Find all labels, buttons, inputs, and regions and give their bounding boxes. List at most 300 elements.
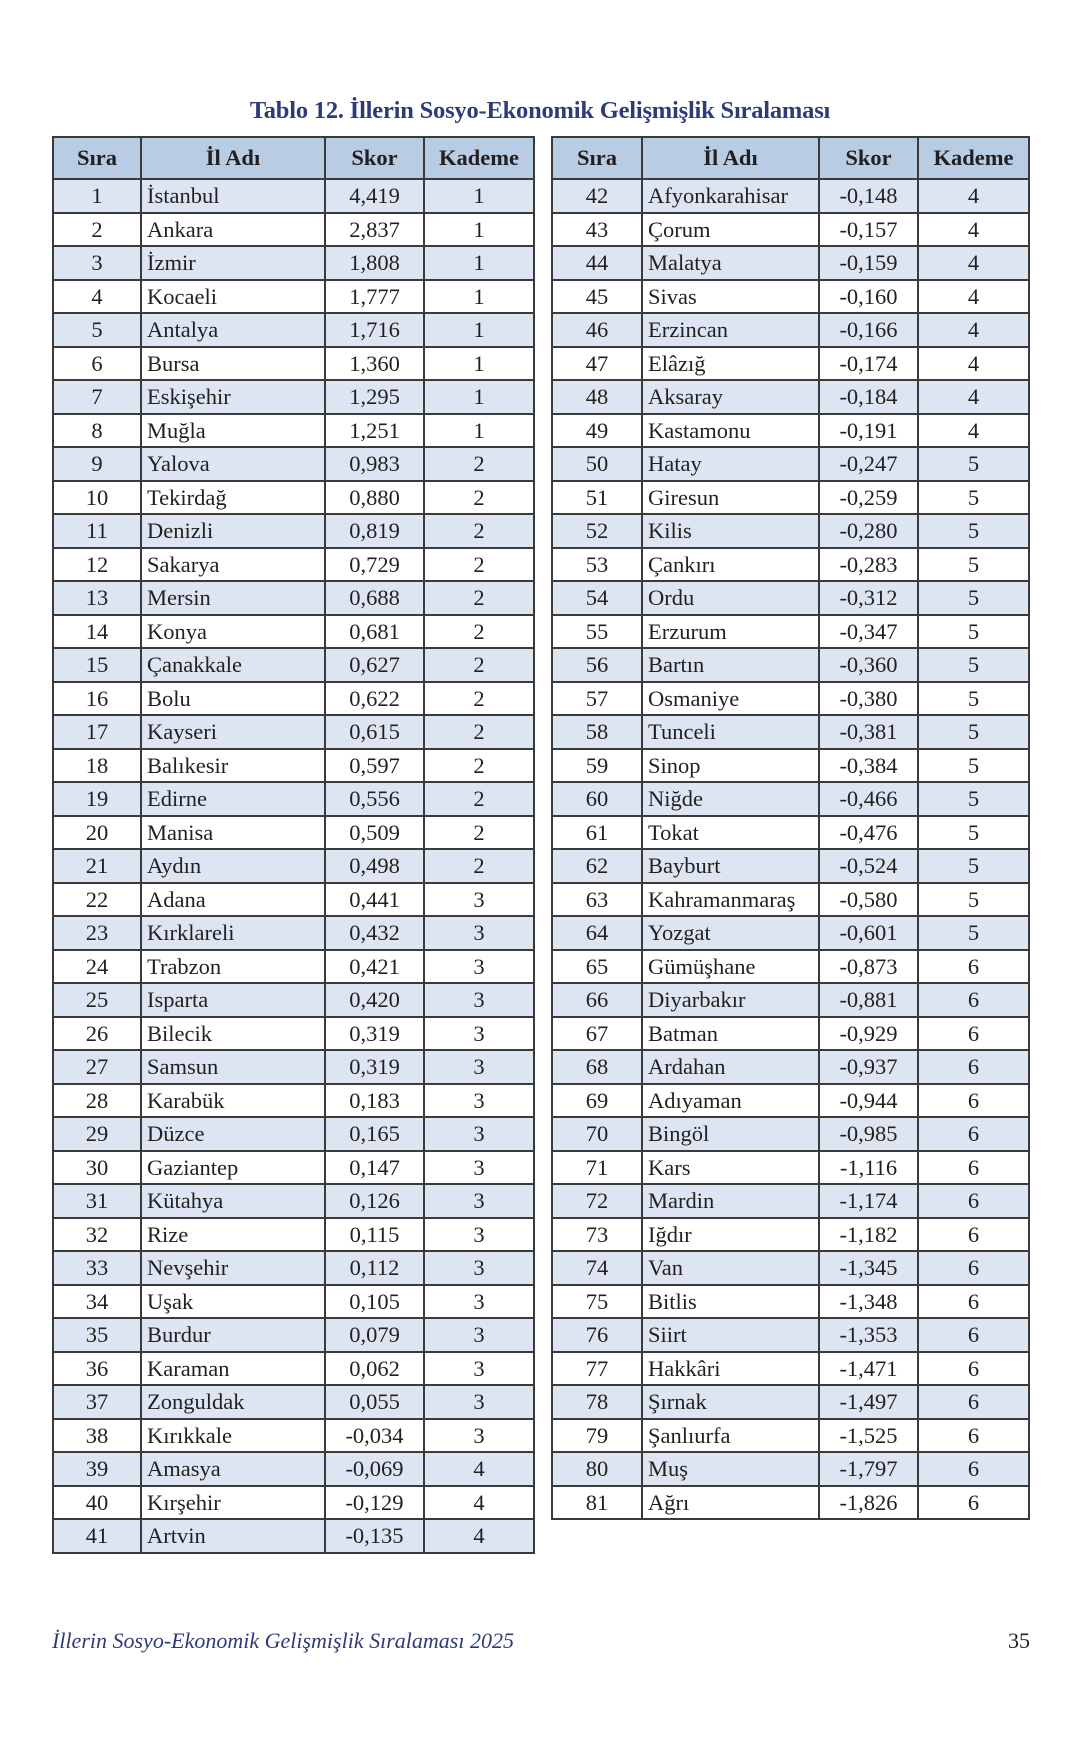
cell-kademe: 3 bbox=[424, 1084, 534, 1118]
cell-skor: -1,174 bbox=[819, 1184, 918, 1218]
table-row bbox=[53, 548, 534, 582]
cell-il-adi: Bitlis bbox=[642, 1285, 819, 1319]
cell-skor: 0,147 bbox=[325, 1151, 424, 1185]
cell-skor: 0,420 bbox=[325, 983, 424, 1017]
table-row bbox=[53, 983, 534, 1017]
cell-kademe: 5 bbox=[918, 916, 1029, 950]
cell-skor: 0,556 bbox=[325, 782, 424, 816]
table-row bbox=[552, 1385, 1029, 1419]
cell-skor: -0,191 bbox=[819, 414, 918, 448]
cell-sira: 14 bbox=[53, 615, 141, 649]
cell-sira: 70 bbox=[552, 1117, 642, 1151]
cell-sira: 31 bbox=[53, 1184, 141, 1218]
cell-kademe: 4 bbox=[424, 1519, 534, 1553]
cell-il-adi: Trabzon bbox=[141, 950, 325, 984]
cell-sira: 62 bbox=[552, 849, 642, 883]
cell-il-adi: Aksaray bbox=[642, 380, 819, 414]
cell-kademe: 5 bbox=[918, 514, 1029, 548]
table-row bbox=[552, 983, 1029, 1017]
table-row bbox=[552, 1184, 1029, 1218]
cell-kademe: 1 bbox=[424, 213, 534, 247]
cell-sira: 66 bbox=[552, 983, 642, 1017]
cell-sira: 36 bbox=[53, 1352, 141, 1386]
cell-sira: 39 bbox=[53, 1452, 141, 1486]
cell-kademe: 2 bbox=[424, 447, 534, 481]
cell-il-adi: Diyarbakır bbox=[642, 983, 819, 1017]
table-row bbox=[552, 849, 1029, 883]
cell-kademe: 1 bbox=[424, 280, 534, 314]
cell-skor: -0,476 bbox=[819, 816, 918, 850]
cell-il-adi: Hatay bbox=[642, 447, 819, 481]
cell-skor: 0,183 bbox=[325, 1084, 424, 1118]
cell-il-adi: Sivas bbox=[642, 280, 819, 314]
table-row bbox=[552, 380, 1029, 414]
cell-kademe: 6 bbox=[918, 1050, 1029, 1084]
cell-sira: 79 bbox=[552, 1419, 642, 1453]
cell-il-adi: Yalova bbox=[141, 447, 325, 481]
table-row bbox=[552, 447, 1029, 481]
cell-sira: 76 bbox=[552, 1318, 642, 1352]
table-row bbox=[53, 816, 534, 850]
cell-il-adi: Bilecik bbox=[141, 1017, 325, 1051]
cell-sira: 20 bbox=[53, 816, 141, 850]
cell-il-adi: Yozgat bbox=[642, 916, 819, 950]
column-header-kademe: Kademe bbox=[424, 137, 534, 179]
table-row bbox=[53, 849, 534, 883]
cell-skor: -0,312 bbox=[819, 581, 918, 615]
cell-skor: 0,509 bbox=[325, 816, 424, 850]
table-row bbox=[53, 1285, 534, 1319]
cell-skor: -0,069 bbox=[325, 1452, 424, 1486]
table-row bbox=[53, 950, 534, 984]
cell-kademe: 6 bbox=[918, 1251, 1029, 1285]
cell-sira: 48 bbox=[552, 380, 642, 414]
cell-sira: 12 bbox=[53, 548, 141, 582]
table-row bbox=[53, 648, 534, 682]
cell-skor: 0,319 bbox=[325, 1050, 424, 1084]
cell-sira: 16 bbox=[53, 682, 141, 716]
cell-sira: 65 bbox=[552, 950, 642, 984]
cell-skor: -0,259 bbox=[819, 481, 918, 515]
cell-skor: -0,937 bbox=[819, 1050, 918, 1084]
cell-kademe: 6 bbox=[918, 1218, 1029, 1252]
cell-il-adi: Elâzığ bbox=[642, 347, 819, 381]
cell-il-adi: Kastamonu bbox=[642, 414, 819, 448]
cell-kademe: 3 bbox=[424, 1318, 534, 1352]
cell-kademe: 5 bbox=[918, 682, 1029, 716]
cell-sira: 32 bbox=[53, 1218, 141, 1252]
cell-skor: 0,597 bbox=[325, 749, 424, 783]
cell-kademe: 3 bbox=[424, 1117, 534, 1151]
cell-il-adi: Hakkâri bbox=[642, 1352, 819, 1386]
cell-sira: 24 bbox=[53, 950, 141, 984]
cell-skor: -0,601 bbox=[819, 916, 918, 950]
cell-il-adi: Bingöl bbox=[642, 1117, 819, 1151]
cell-skor: 0,062 bbox=[325, 1352, 424, 1386]
table-row bbox=[53, 447, 534, 481]
cell-il-adi: Çanakkale bbox=[141, 648, 325, 682]
table-row bbox=[53, 280, 534, 314]
table-row bbox=[552, 213, 1029, 247]
cell-sira: 25 bbox=[53, 983, 141, 1017]
cell-sira: 23 bbox=[53, 916, 141, 950]
cell-il-adi: Eskişehir bbox=[141, 380, 325, 414]
table-row bbox=[552, 514, 1029, 548]
cell-sira: 4 bbox=[53, 280, 141, 314]
table-row bbox=[53, 1318, 534, 1352]
cell-il-adi: Amasya bbox=[141, 1452, 325, 1486]
table-row bbox=[53, 1151, 534, 1185]
table-row bbox=[53, 682, 534, 716]
cell-kademe: 5 bbox=[918, 883, 1029, 917]
cell-kademe: 3 bbox=[424, 1184, 534, 1218]
cell-skor: 0,819 bbox=[325, 514, 424, 548]
cell-kademe: 6 bbox=[918, 1184, 1029, 1218]
cell-sira: 43 bbox=[552, 213, 642, 247]
table-row bbox=[552, 1452, 1029, 1486]
cell-kademe: 5 bbox=[918, 782, 1029, 816]
cell-kademe: 6 bbox=[918, 950, 1029, 984]
ranking-table-left bbox=[52, 136, 535, 1554]
cell-sira: 55 bbox=[552, 615, 642, 649]
cell-skor: 1,716 bbox=[325, 313, 424, 347]
cell-il-adi: Adana bbox=[141, 883, 325, 917]
cell-sira: 2 bbox=[53, 213, 141, 247]
cell-skor: -0,174 bbox=[819, 347, 918, 381]
cell-sira: 80 bbox=[552, 1452, 642, 1486]
cell-skor: -1,348 bbox=[819, 1285, 918, 1319]
cell-kademe: 4 bbox=[918, 213, 1029, 247]
cell-sira: 6 bbox=[53, 347, 141, 381]
cell-skor: 1,808 bbox=[325, 246, 424, 280]
cell-il-adi: Nevşehir bbox=[141, 1251, 325, 1285]
cell-skor: -1,182 bbox=[819, 1218, 918, 1252]
cell-il-adi: Uşak bbox=[141, 1285, 325, 1319]
cell-kademe: 6 bbox=[918, 1452, 1029, 1486]
cell-skor: -1,471 bbox=[819, 1352, 918, 1386]
cell-kademe: 1 bbox=[424, 347, 534, 381]
cell-sira: 73 bbox=[552, 1218, 642, 1252]
cell-il-adi: Kocaeli bbox=[141, 280, 325, 314]
cell-kademe: 5 bbox=[918, 849, 1029, 883]
table-row bbox=[53, 615, 534, 649]
cell-il-adi: Artvin bbox=[141, 1519, 325, 1553]
table-row bbox=[53, 1419, 534, 1453]
column-header-il-adi: İl Adı bbox=[642, 137, 819, 179]
table-row bbox=[53, 514, 534, 548]
table-row bbox=[552, 715, 1029, 749]
cell-il-adi: Iğdır bbox=[642, 1218, 819, 1252]
cell-kademe: 6 bbox=[918, 1352, 1029, 1386]
cell-il-adi: Burdur bbox=[141, 1318, 325, 1352]
cell-skor: 0,079 bbox=[325, 1318, 424, 1352]
cell-sira: 19 bbox=[53, 782, 141, 816]
cell-kademe: 6 bbox=[918, 1419, 1029, 1453]
cell-skor: 1,295 bbox=[325, 380, 424, 414]
cell-sira: 77 bbox=[552, 1352, 642, 1386]
table-row bbox=[53, 1486, 534, 1520]
table-row bbox=[53, 1084, 534, 1118]
table-row bbox=[552, 1117, 1029, 1151]
cell-il-adi: Giresun bbox=[642, 481, 819, 515]
cell-il-adi: Mersin bbox=[141, 581, 325, 615]
table-header-row bbox=[53, 137, 534, 179]
cell-sira: 17 bbox=[53, 715, 141, 749]
cell-skor: -0,159 bbox=[819, 246, 918, 280]
table-row bbox=[53, 246, 534, 280]
cell-kademe: 5 bbox=[918, 715, 1029, 749]
cell-kademe: 1 bbox=[424, 179, 534, 213]
cell-skor: -1,345 bbox=[819, 1251, 918, 1285]
cell-sira: 30 bbox=[53, 1151, 141, 1185]
column-header-skor: Skor bbox=[819, 137, 918, 179]
cell-skor: -0,944 bbox=[819, 1084, 918, 1118]
table-row bbox=[53, 1452, 534, 1486]
cell-kademe: 3 bbox=[424, 1218, 534, 1252]
column-header-skor: Skor bbox=[325, 137, 424, 179]
cell-skor: -0,184 bbox=[819, 380, 918, 414]
cell-il-adi: Bayburt bbox=[642, 849, 819, 883]
footer-publication-title: İllerin Sosyo-Ekonomik Gelişmişlik Sıralaması 2025 bbox=[52, 1628, 514, 1653]
cell-kademe: 4 bbox=[918, 313, 1029, 347]
cell-skor: 1,251 bbox=[325, 414, 424, 448]
cell-sira: 64 bbox=[552, 916, 642, 950]
cell-sira: 29 bbox=[53, 1117, 141, 1151]
table-row bbox=[552, 682, 1029, 716]
cell-sira: 69 bbox=[552, 1084, 642, 1118]
table-row bbox=[53, 581, 534, 615]
cell-sira: 15 bbox=[53, 648, 141, 682]
cell-il-adi: Batman bbox=[642, 1017, 819, 1051]
cell-kademe: 2 bbox=[424, 615, 534, 649]
cell-il-adi: Konya bbox=[141, 615, 325, 649]
cell-kademe: 2 bbox=[424, 816, 534, 850]
table-row bbox=[552, 581, 1029, 615]
cell-il-adi: Osmaniye bbox=[642, 682, 819, 716]
table-row bbox=[53, 1117, 534, 1151]
cell-il-adi: Van bbox=[642, 1251, 819, 1285]
cell-kademe: 5 bbox=[918, 816, 1029, 850]
cell-skor: 0,880 bbox=[325, 481, 424, 515]
cell-skor: -0,283 bbox=[819, 548, 918, 582]
table-row bbox=[53, 1251, 534, 1285]
cell-kademe: 6 bbox=[918, 1385, 1029, 1419]
cell-skor: -0,347 bbox=[819, 615, 918, 649]
cell-il-adi: Afyonkarahisar bbox=[642, 179, 819, 213]
cell-sira: 35 bbox=[53, 1318, 141, 1352]
table-row bbox=[552, 313, 1029, 347]
table-row bbox=[552, 648, 1029, 682]
cell-sira: 54 bbox=[552, 581, 642, 615]
table-row bbox=[552, 1017, 1029, 1051]
cell-sira: 18 bbox=[53, 749, 141, 783]
cell-kademe: 3 bbox=[424, 1385, 534, 1419]
cell-kademe: 3 bbox=[424, 1285, 534, 1319]
cell-kademe: 4 bbox=[918, 246, 1029, 280]
cell-kademe: 5 bbox=[918, 648, 1029, 682]
table-row bbox=[53, 179, 534, 213]
table-row bbox=[552, 615, 1029, 649]
cell-skor: 0,627 bbox=[325, 648, 424, 682]
cell-il-adi: Balıkesir bbox=[141, 749, 325, 783]
cell-kademe: 6 bbox=[918, 983, 1029, 1017]
cell-skor: 1,360 bbox=[325, 347, 424, 381]
cell-il-adi: Rize bbox=[141, 1218, 325, 1252]
cell-skor: -1,797 bbox=[819, 1452, 918, 1486]
cell-kademe: 4 bbox=[918, 280, 1029, 314]
cell-skor: -0,135 bbox=[325, 1519, 424, 1553]
cell-sira: 67 bbox=[552, 1017, 642, 1051]
cell-kademe: 2 bbox=[424, 581, 534, 615]
cell-kademe: 5 bbox=[918, 447, 1029, 481]
table-row bbox=[552, 1285, 1029, 1319]
cell-il-adi: Bartın bbox=[642, 648, 819, 682]
cell-il-adi: Mardin bbox=[642, 1184, 819, 1218]
cell-kademe: 5 bbox=[918, 481, 1029, 515]
table-row bbox=[552, 1486, 1029, 1520]
table-row bbox=[552, 883, 1029, 917]
cell-il-adi: Erzincan bbox=[642, 313, 819, 347]
table-title: Tablo 12. İllerin Sosyo-Ekonomik Gelişmişlik Sıralaması bbox=[249, 97, 831, 124]
cell-kademe: 2 bbox=[424, 481, 534, 515]
cell-il-adi: Siirt bbox=[642, 1318, 819, 1352]
cell-il-adi: Samsun bbox=[141, 1050, 325, 1084]
cell-kademe: 3 bbox=[424, 1251, 534, 1285]
cell-il-adi: Ankara bbox=[141, 213, 325, 247]
cell-kademe: 4 bbox=[918, 347, 1029, 381]
table-row bbox=[53, 916, 534, 950]
cell-kademe: 6 bbox=[918, 1486, 1029, 1520]
cell-il-adi: Kayseri bbox=[141, 715, 325, 749]
cell-sira: 59 bbox=[552, 749, 642, 783]
table-row bbox=[53, 481, 534, 515]
cell-il-adi: Gaziantep bbox=[141, 1151, 325, 1185]
table-row bbox=[53, 313, 534, 347]
cell-sira: 58 bbox=[552, 715, 642, 749]
cell-il-adi: Kahramanmaraş bbox=[642, 883, 819, 917]
cell-skor: -0,524 bbox=[819, 849, 918, 883]
cell-sira: 8 bbox=[53, 414, 141, 448]
cell-il-adi: İzmir bbox=[141, 246, 325, 280]
cell-kademe: 5 bbox=[918, 548, 1029, 582]
cell-skor: -0,129 bbox=[325, 1486, 424, 1520]
cell-il-adi: Kırklareli bbox=[141, 916, 325, 950]
cell-il-adi: Tunceli bbox=[642, 715, 819, 749]
table-row bbox=[53, 782, 534, 816]
cell-il-adi: Sinop bbox=[642, 749, 819, 783]
cell-il-adi: Antalya bbox=[141, 313, 325, 347]
cell-skor: 4,419 bbox=[325, 179, 424, 213]
cell-skor: -1,353 bbox=[819, 1318, 918, 1352]
cell-il-adi: Niğde bbox=[642, 782, 819, 816]
cell-skor: -0,247 bbox=[819, 447, 918, 481]
table-row bbox=[552, 1084, 1029, 1118]
cell-il-adi: Ağrı bbox=[642, 1486, 819, 1520]
cell-skor: -1,497 bbox=[819, 1385, 918, 1419]
cell-skor: 0,165 bbox=[325, 1117, 424, 1151]
cell-il-adi: Çorum bbox=[642, 213, 819, 247]
cell-kademe: 4 bbox=[918, 414, 1029, 448]
table-row bbox=[552, 1419, 1029, 1453]
table-row bbox=[53, 347, 534, 381]
cell-sira: 1 bbox=[53, 179, 141, 213]
cell-skor: -0,280 bbox=[819, 514, 918, 548]
cell-il-adi: Muğla bbox=[141, 414, 325, 448]
cell-kademe: 5 bbox=[918, 581, 1029, 615]
cell-sira: 68 bbox=[552, 1050, 642, 1084]
cell-sira: 21 bbox=[53, 849, 141, 883]
cell-skor: -0,881 bbox=[819, 983, 918, 1017]
cell-kademe: 6 bbox=[918, 1117, 1029, 1151]
cell-kademe: 2 bbox=[424, 715, 534, 749]
table-row bbox=[53, 1519, 534, 1553]
cell-skor: -0,034 bbox=[325, 1419, 424, 1453]
cell-skor: 2,837 bbox=[325, 213, 424, 247]
table-header-row bbox=[552, 137, 1029, 179]
table-row bbox=[552, 1318, 1029, 1352]
cell-skor: -0,157 bbox=[819, 213, 918, 247]
table-row bbox=[53, 1385, 534, 1419]
cell-skor: -0,148 bbox=[819, 179, 918, 213]
cell-il-adi: Manisa bbox=[141, 816, 325, 850]
cell-kademe: 6 bbox=[918, 1318, 1029, 1352]
table-row bbox=[53, 1218, 534, 1252]
table-row bbox=[552, 1050, 1029, 1084]
table-row bbox=[552, 1352, 1029, 1386]
column-header-sira: Sıra bbox=[552, 137, 642, 179]
table-row bbox=[552, 1151, 1029, 1185]
cell-kademe: 3 bbox=[424, 950, 534, 984]
cell-il-adi: Adıyaman bbox=[642, 1084, 819, 1118]
cell-il-adi: Aydın bbox=[141, 849, 325, 883]
cell-il-adi: Erzurum bbox=[642, 615, 819, 649]
table-row bbox=[53, 1352, 534, 1386]
cell-kademe: 2 bbox=[424, 682, 534, 716]
cell-il-adi: Zonguldak bbox=[141, 1385, 325, 1419]
cell-sira: 47 bbox=[552, 347, 642, 381]
cell-sira: 10 bbox=[53, 481, 141, 515]
cell-skor: -0,381 bbox=[819, 715, 918, 749]
table-row bbox=[552, 749, 1029, 783]
cell-il-adi: Tokat bbox=[642, 816, 819, 850]
cell-skor: 0,115 bbox=[325, 1218, 424, 1252]
cell-il-adi: Kars bbox=[642, 1151, 819, 1185]
cell-il-adi: Ordu bbox=[642, 581, 819, 615]
table-row bbox=[552, 548, 1029, 582]
cell-il-adi: Karaman bbox=[141, 1352, 325, 1386]
cell-il-adi: Şanlıurfa bbox=[642, 1419, 819, 1453]
table-row bbox=[552, 481, 1029, 515]
cell-sira: 75 bbox=[552, 1285, 642, 1319]
cell-sira: 22 bbox=[53, 883, 141, 917]
cell-sira: 28 bbox=[53, 1084, 141, 1118]
cell-sira: 42 bbox=[552, 179, 642, 213]
cell-il-adi: İstanbul bbox=[141, 179, 325, 213]
table-row bbox=[53, 749, 534, 783]
table-row bbox=[552, 1218, 1029, 1252]
cell-sira: 9 bbox=[53, 447, 141, 481]
cell-skor: -0,466 bbox=[819, 782, 918, 816]
cell-skor: 0,441 bbox=[325, 883, 424, 917]
table-row bbox=[53, 715, 534, 749]
cell-il-adi: Denizli bbox=[141, 514, 325, 548]
cell-kademe: 6 bbox=[918, 1017, 1029, 1051]
cell-skor: -0,929 bbox=[819, 1017, 918, 1051]
cell-kademe: 5 bbox=[918, 615, 1029, 649]
cell-kademe: 2 bbox=[424, 782, 534, 816]
cell-kademe: 3 bbox=[424, 1017, 534, 1051]
cell-kademe: 6 bbox=[918, 1151, 1029, 1185]
